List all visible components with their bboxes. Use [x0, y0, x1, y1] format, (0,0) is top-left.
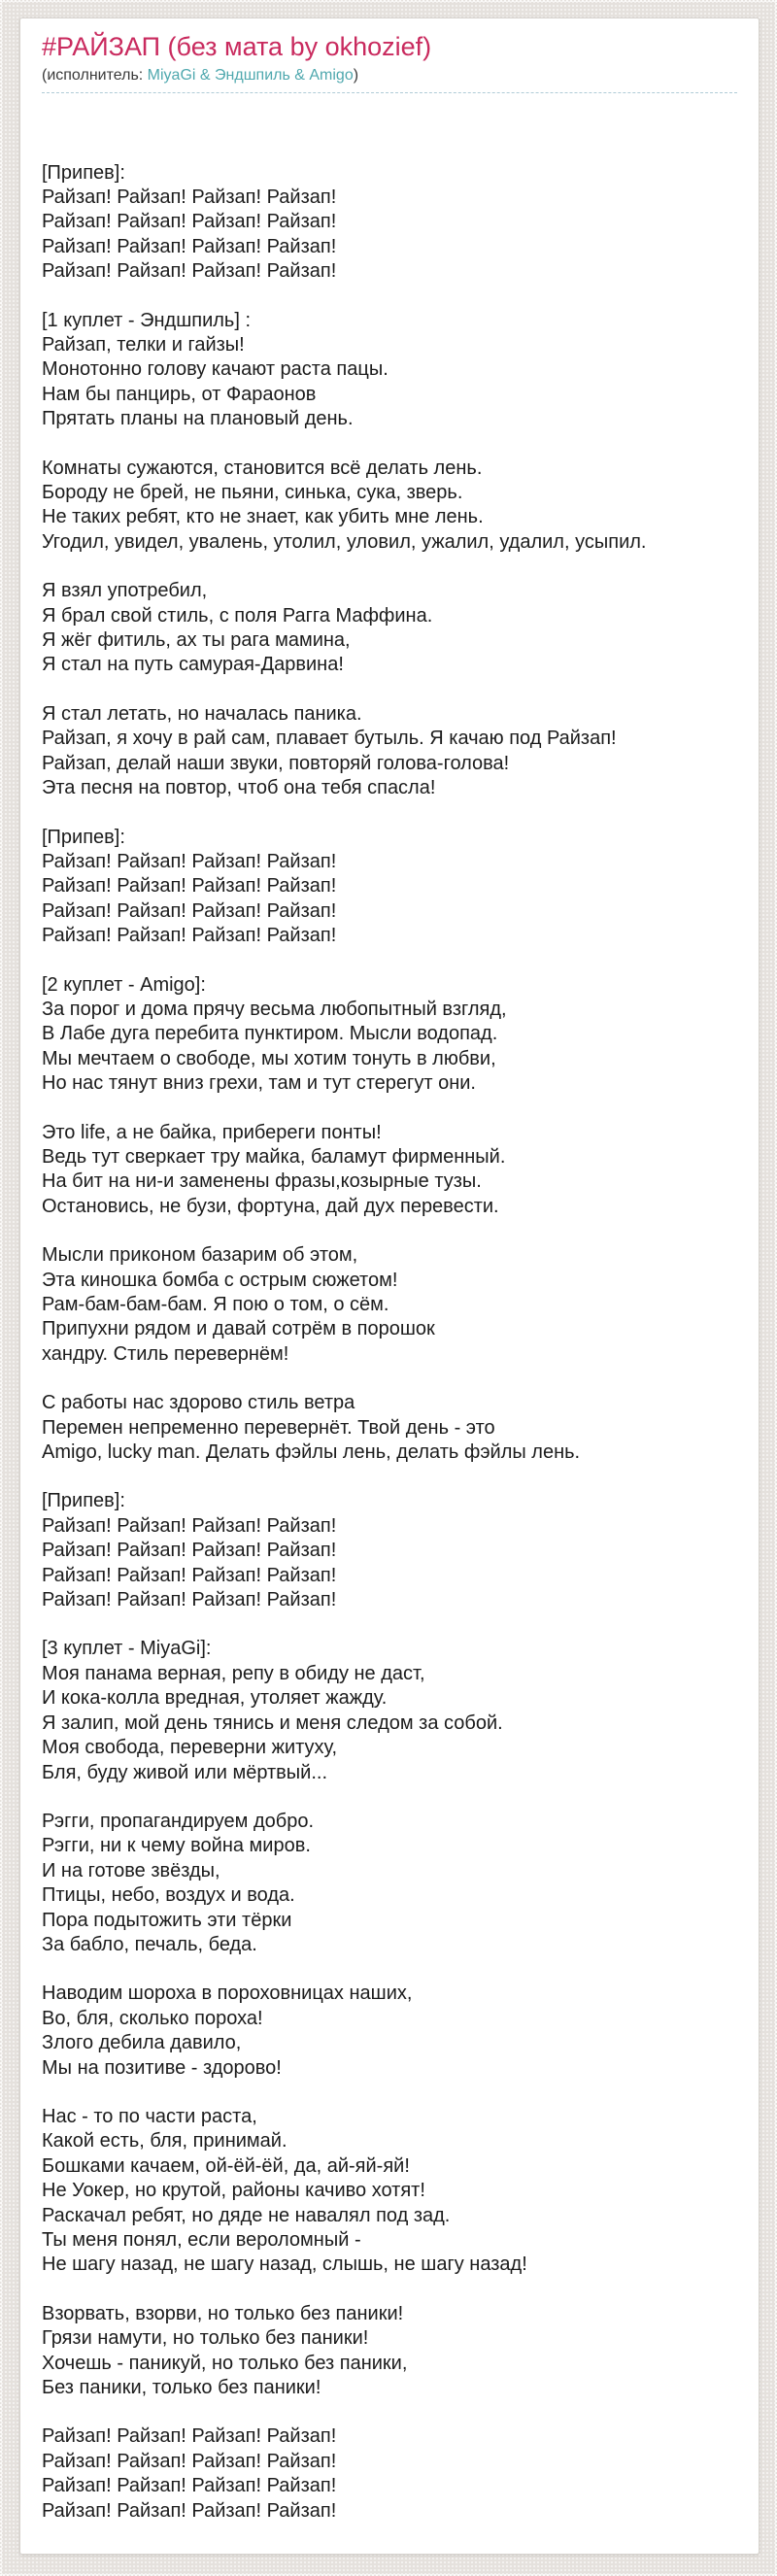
song-title: #РАЙЗАП (без мата by okhozief)	[42, 32, 432, 61]
stanza	[42, 1810, 737, 1957]
song-header	[42, 31, 737, 85]
stanza	[42, 973, 737, 1097]
lyric-line: Райзап! Райзап! Райзап! Райзап!	[42, 850, 337, 872]
lyric-line: Райзап! Райзап! Райзап! Райзап!	[42, 260, 337, 283]
lyrics-text	[42, 161, 737, 2525]
lyric-line: Остановись, не бузи, фортуна, дай дух перевести.	[42, 1195, 499, 1217]
lyric-line: Моя панама верная, репу в обиду не даст,	[42, 1662, 425, 1684]
lyric-line: Райзап! Райзап! Райзап! Райзап!	[42, 211, 337, 233]
lyric-line: Монотонно голову качают раста пацы.	[42, 358, 388, 381]
lyric-line: Райзап! Райзап! Райзап! Райзап!	[42, 2475, 337, 2497]
stanza	[42, 2302, 737, 2401]
lyric-line: Угодил, увидел, увалень, утолил, уловил, ужалил, удалил, усыпил.	[42, 530, 647, 553]
lyric-line: Рэгги, ни к чему война миров.	[42, 1835, 311, 1857]
lyric-line: Взорвать, взорви, но только без паники!	[42, 2302, 404, 2324]
lyric-line: И кока-колла вредная, утоляет жажду.	[42, 1687, 388, 1710]
lyric-line: Злого дебила давило,	[42, 2032, 242, 2054]
lyrics-card	[19, 17, 760, 2555]
lyric-line: Мы мечтаем о свободе, мы хотим тонуть в любви,	[42, 1047, 496, 1069]
artist-link[interactable]: MiyaGi	[147, 67, 196, 85]
stanza	[42, 1243, 737, 1367]
stanza	[42, 1121, 737, 1220]
lyric-line: Комнаты сужаются, становится всё делать лень.	[42, 457, 483, 479]
lyric-line: Не таких ребят, кто не знает, как убить мне лень.	[42, 506, 484, 528]
lyric-line: Я стал на путь самурая-Дарвина!	[42, 654, 344, 676]
artist-line	[42, 66, 737, 85]
lyric-line: За бабло, печаль, беда.	[42, 1933, 257, 1955]
lyric-line: Без паники, только без паники!	[42, 2377, 321, 2399]
lyric-line: Не шагу назад, не шагу назад, слышь, не шагу назад!	[42, 2254, 527, 2276]
lyric-line: Рам-бам-бам-бам. Я пою о том, о сём.	[42, 1294, 389, 1316]
lyric-line: За порог и дома прячу весьма любопытный взгляд,	[42, 998, 507, 1020]
lyric-line: Ведь тут сверкает тру майка, баламут фирменный.	[42, 1145, 506, 1168]
lyric-line: Райзап! Райзап! Райзап! Райзап!	[42, 2499, 337, 2522]
lyric-line: Наводим шороха в пороховницах наших,	[42, 1983, 413, 2005]
artist-links	[148, 67, 354, 84]
lyric-line: [1 куплет - Эндшпиль] :	[42, 309, 251, 331]
lyric-line: Райзап! Райзап! Райзап! Райзап!	[42, 899, 337, 922]
lyric-line: Это life, а не байка, прибереги понты!	[42, 1121, 382, 1143]
lyric-line: Эта киношка бомба с острым сюжетом!	[42, 1269, 398, 1291]
lyric-line: Райзап! Райзап! Райзап! Райзап!	[42, 1540, 337, 1562]
lyric-line: Райзап! Райзап! Райзап! Райзап!	[42, 1514, 337, 1537]
artist-separator: &	[195, 67, 216, 85]
lyric-line: Прятать планы на плановый день.	[42, 408, 354, 430]
stanza	[42, 1637, 737, 1784]
lyric-line: Райзап! Райзап! Райзап! Райзап!	[42, 1589, 337, 1611]
lyric-line: Райзап! Райзап! Райзап! Райзап!	[42, 925, 337, 947]
lyric-line: Я взял употребил,	[42, 580, 208, 602]
artist-link[interactable]: Amigo	[309, 67, 354, 85]
stanza	[42, 457, 737, 556]
lyric-line: Amigo, lucky man. Делать фэйлы лень, делать фэйлы лень.	[42, 1441, 581, 1464]
lyric-line: Нас - то по части раста,	[42, 2105, 257, 2127]
lyric-line: Моя свобода, переверни житуху,	[42, 1737, 338, 1759]
lyric-line: [Припев]:	[42, 1490, 125, 1512]
stanza	[42, 1982, 737, 2081]
artist-label: (исполнитель:	[42, 67, 148, 85]
lyric-line: На бит на ни-и заменены фразы,козырные тузы.	[42, 1170, 482, 1193]
lyric-line: Райзап, делай наши звуки, повторяй голова-голова!	[42, 752, 510, 774]
artist-link[interactable]: Эндшпиль	[215, 67, 290, 85]
stanza	[42, 579, 737, 678]
stanza	[42, 2424, 737, 2524]
lyric-line: хандру. Стиль перевернём!	[42, 1342, 289, 1365]
dashed-separator	[42, 92, 737, 93]
lyric-line: Хочешь - паникуй, но только без паники,	[42, 2352, 408, 2374]
lyric-line: В Лабе дуга перебита пунктиром. Мысли водопад.	[42, 1023, 498, 1045]
lyric-line: Но нас тянут вниз грехи, там и тут стерегут они.	[42, 1072, 476, 1095]
lyric-line: Райзап! Райзап! Райзап! Райзап!	[42, 186, 337, 208]
stanza	[42, 309, 737, 432]
lyric-line: Райзап! Райзап! Райзап! Райзап!	[42, 235, 337, 257]
lyric-line: И на готове звёзды,	[42, 1859, 220, 1881]
lyric-line: Во, бля, сколько пороха!	[42, 2007, 263, 2029]
lyric-line: Мысли приконом базарим об этом,	[42, 1244, 358, 1267]
lyric-line: Какой есть, бля, принимай.	[42, 2130, 287, 2152]
stanza	[42, 702, 737, 801]
stanza	[42, 2105, 737, 2278]
lyric-line: Райзап! Райзап! Райзап! Райзап!	[42, 2450, 337, 2472]
lyric-line: Перемен непременно перевернёт. Твой день - это	[42, 1416, 495, 1439]
lyric-line: Раскачал ребят, но дяде не навалял под зад.	[42, 2204, 451, 2226]
lyric-line: Я стал летать, но началась паника.	[42, 702, 362, 725]
lyric-line: Припухни рядом и давай сотрём в порошок	[42, 1318, 435, 1340]
lyric-line: Райзап, телки и гайзы!	[42, 334, 245, 356]
lyric-line: Птицы, небо, воздух и вода.	[42, 1884, 295, 1907]
lyric-line: Рэгги, пропагандируем добро.	[42, 1810, 315, 1832]
stanza	[42, 1489, 737, 1612]
lyric-line: [3 куплет - MiyaGi]:	[42, 1638, 212, 1660]
lyric-line: Грязи намути, но только без паники!	[42, 2327, 369, 2350]
lyric-line: Райзап! Райзап! Райзап! Райзап!	[42, 2425, 337, 2448]
lyric-line: Эта песня на повтор, чтоб она тебя спасла!	[42, 777, 436, 799]
stanza	[42, 1391, 737, 1465]
lyric-line: Райзап, я хочу в рай сам, плавает бутыль. Я качаю под Райзап!	[42, 728, 617, 750]
lyric-line: Райзап! Райзап! Райзап! Райзап!	[42, 875, 337, 898]
lyric-line: [Припев]:	[42, 826, 125, 848]
lyric-line: Ты меня понял, если вероломный -	[42, 2229, 361, 2252]
lyric-line: Я залип, мой день тянись и меня следом за собой.	[42, 1712, 503, 1734]
lyric-line: Я брал свой стиль, с поля Рагга Маффина.	[42, 604, 433, 627]
stanza	[42, 826, 737, 949]
lyric-line: Бороду не брей, не пьяни, синька, сука, зверь.	[42, 482, 463, 504]
lyric-line: Я жёг фитиль, ах ты рага мамина,	[42, 629, 351, 652]
lyric-line: Не Уокер, но крутой, районы качиво хотят!	[42, 2180, 425, 2202]
lyric-line: С работы нас здорово стиль ветра	[42, 1392, 355, 1414]
lyric-line: [2 куплет - Amigo]:	[42, 973, 206, 996]
lyric-line: Нам бы панцирь, от Фараонов	[42, 383, 317, 405]
stanza	[42, 161, 737, 285]
lyric-line: Мы на позитиве - здорово!	[42, 2056, 282, 2079]
lyric-line: [Припев]:	[42, 161, 125, 184]
lyric-line: Бля, буду живой или мёртвый...	[42, 1761, 328, 1783]
lyric-line: Бошками качаем, ой-ёй-ёй, да, ай-яй-яй!	[42, 2154, 410, 2177]
artist-line-suffix: )	[353, 67, 359, 85]
lyric-line: Пора подытожить эти тёрки	[42, 1909, 292, 1931]
artist-separator: &	[289, 67, 310, 85]
lyric-line: Райзап! Райзап! Райзап! Райзап!	[42, 1564, 337, 1586]
